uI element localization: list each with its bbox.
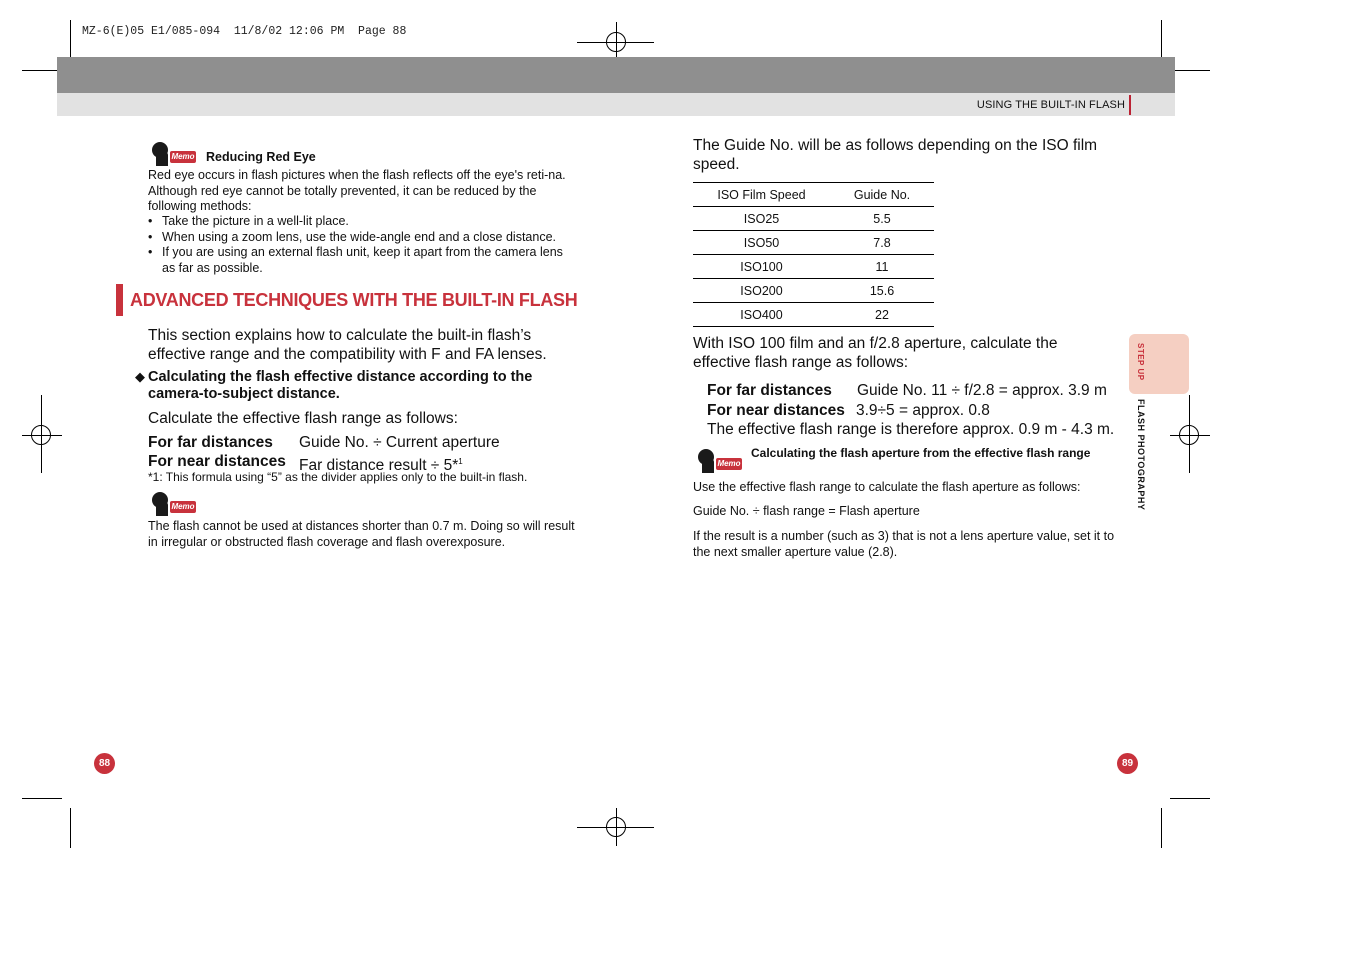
memo-text: The flash cannot be used at distances shorter than 0.7 m. Doing so will result in irregular or obstructed flash coverage and flash overexposure. bbox=[148, 519, 575, 549]
near-formula: 3.9÷5 = approx. 0.8 bbox=[856, 402, 990, 419]
memo-formula: Guide No. ÷ flash range = Flash aperture bbox=[693, 504, 920, 518]
far-formula: Guide No. 11 ÷ f/2.8 = approx. 3.9 m bbox=[857, 382, 1107, 399]
registration-mark bbox=[616, 22, 617, 60]
crop-mark bbox=[1161, 808, 1162, 848]
example-intro: With ISO 100 film and an f/2.8 aperture, calculate the effective flash range as follows: bbox=[693, 335, 1058, 371]
registration-mark bbox=[1170, 435, 1210, 436]
memo-title: Calculating the flash aperture from the effective flash range bbox=[751, 446, 1091, 460]
crop-mark bbox=[1161, 20, 1162, 62]
memo-text: Use the effective flash range to calculate the flash aperture as follows: bbox=[693, 480, 1081, 494]
list-item: • Take the picture in a well-lit place. bbox=[148, 214, 578, 230]
memo-icon: Memo bbox=[150, 492, 198, 518]
table-row bbox=[693, 255, 934, 279]
intro-paragraph: This section explains how to calculate the built-in flash’s effective range and the compatibility with F and FA lenses. bbox=[148, 327, 547, 363]
footnote-ref: 1 bbox=[458, 457, 463, 466]
table-row bbox=[693, 231, 934, 255]
registration-mark bbox=[41, 395, 42, 473]
near-formula-text: Far distance result ÷ 5* bbox=[299, 457, 459, 475]
page-number: 88 bbox=[94, 753, 115, 774]
header-band bbox=[57, 57, 1175, 93]
table-cell: 22 bbox=[830, 303, 934, 327]
result-text: The effective flash range is therefore approx. 0.9 m - 4.3 m. bbox=[707, 421, 1115, 438]
far-label: For far distances bbox=[148, 434, 273, 451]
table-cell: ISO25 bbox=[693, 207, 830, 231]
far-formula: Guide No. ÷ Current aperture bbox=[299, 434, 500, 451]
memo-icon: Memo bbox=[150, 142, 198, 168]
list-item: • If you are using an external flash unit, keep it apart from the camera lens as far as possible. bbox=[148, 245, 578, 276]
tab-label-step-up: STEP UP bbox=[1136, 343, 1145, 381]
registration-mark bbox=[22, 435, 62, 436]
footnote: *1: This formula using “5” as the divider applies only to the built-in flash. bbox=[148, 470, 528, 484]
running-header: USING THE BUILT-IN FLASH bbox=[976, 99, 1125, 111]
registration-mark bbox=[1189, 395, 1190, 473]
page-number: 89 bbox=[1117, 753, 1138, 774]
table-cell: ISO400 bbox=[693, 303, 830, 327]
table-cell: 11 bbox=[830, 255, 934, 279]
table-header-row bbox=[693, 183, 934, 207]
memo-text: If the result is a number (such as 3) that is not a lens aperture value, set it to the next smaller aperture value (2.8). bbox=[693, 529, 1115, 559]
table-row bbox=[693, 279, 934, 303]
table-cell: 5.5 bbox=[830, 207, 934, 231]
subhead-marker: ◆ bbox=[135, 369, 145, 384]
memo-title: Reducing Red Eye bbox=[206, 150, 316, 164]
crop-mark bbox=[22, 798, 62, 799]
crop-mark bbox=[1170, 798, 1210, 799]
section-marker bbox=[116, 284, 123, 316]
table-cell: ISO100 bbox=[693, 255, 830, 279]
memo-icon: Memo bbox=[696, 449, 744, 475]
calc-intro: Calculate the effective flash range as follows: bbox=[148, 410, 458, 427]
column-header: ISO Film Speed bbox=[693, 183, 830, 207]
crop-mark bbox=[70, 808, 71, 848]
registration-mark bbox=[616, 808, 617, 846]
table-row bbox=[693, 207, 934, 231]
subhead: Calculating the flash effective distance according to the camera-to-subject distance. bbox=[148, 369, 533, 402]
guide-intro: The Guide No. will be as follows depending on the ISO film speed. bbox=[693, 137, 1098, 173]
table-cell: ISO50 bbox=[693, 231, 830, 255]
memo-text: Red eye occurs in flash pictures when the flash reflects off the eye's reti-na. Although red eye cannot be totally prevented, it can be reduced by the following methods: bbox=[148, 168, 566, 213]
near-label: For near distances bbox=[148, 453, 286, 470]
crop-mark bbox=[22, 70, 62, 71]
table-cell: 15.6 bbox=[830, 279, 934, 303]
print-slug: MZ-6(E)05 E1/085-094 11/8/02 12:06 PM Page 88 bbox=[82, 25, 407, 38]
guide-number-table bbox=[693, 182, 934, 327]
list-item: • When using a zoom lens, use the wide-angle end and a close distance. bbox=[148, 230, 578, 246]
table-cell: 7.8 bbox=[830, 231, 934, 255]
table-row bbox=[693, 303, 934, 327]
far-label: For far distances bbox=[707, 382, 832, 399]
memo-bullet-list bbox=[148, 214, 578, 276]
table-cell: ISO200 bbox=[693, 279, 830, 303]
crop-mark bbox=[1170, 70, 1210, 71]
section-title: ADVANCED TECHNIQUES WITH THE BUILT-IN FLASH bbox=[130, 290, 578, 310]
tab-label-section: FLASH PHOTOGRAPHY bbox=[1136, 399, 1146, 511]
header-accent bbox=[1129, 95, 1131, 115]
crop-mark bbox=[70, 20, 71, 62]
near-label: For near distances bbox=[707, 402, 845, 419]
column-header: Guide No. bbox=[830, 183, 934, 207]
